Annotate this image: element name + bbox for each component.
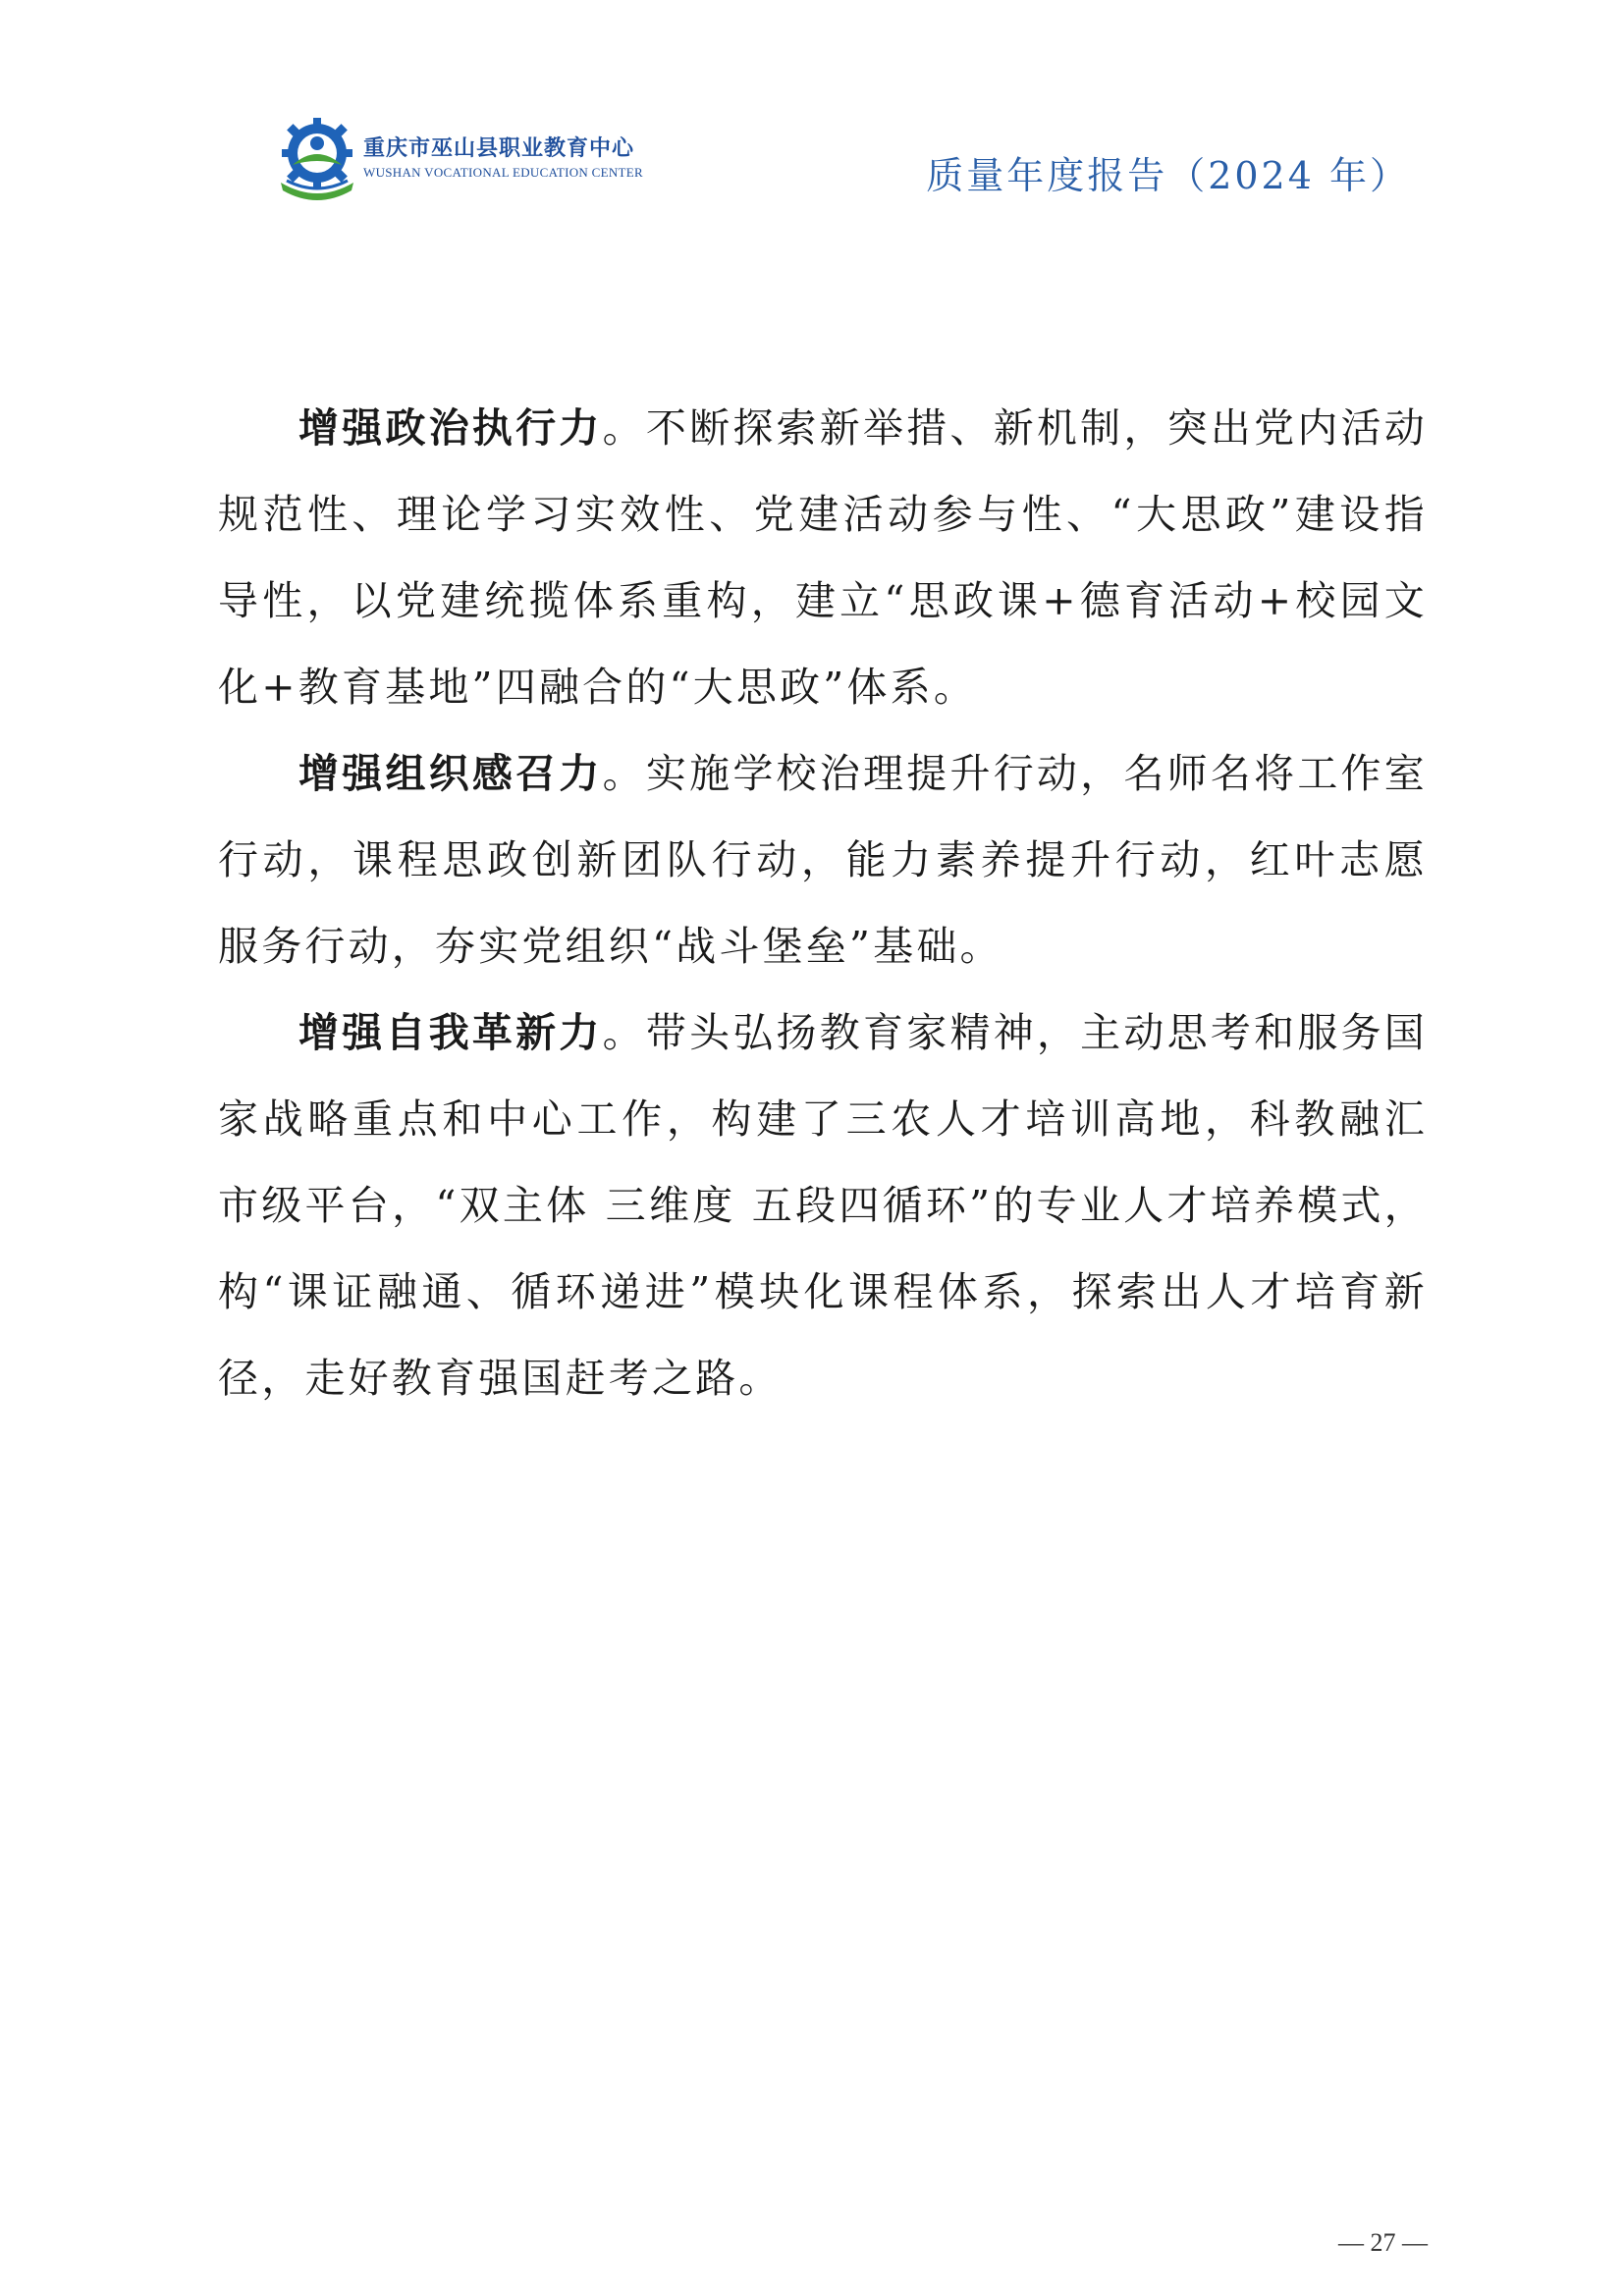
paragraph-lead: 增强政治执行力 [298, 404, 603, 452]
paragraph-body: 。不断探索新举措、新机制，突出党内活动规范性、理论学习实效性、党建活动参与性、“大思政”建设指导性，以党建统揽体系重构，建立“思政课+德育活动+校园文化+教育基地”四融合的“大思政”体系。 [218, 404, 1428, 711]
paragraph-lead: 增强组织感召力 [298, 750, 603, 797]
report-title: 质量年度报告（2024 年） [926, 154, 1410, 197]
paragraph-body: 。带头弘扬教育家精神，主动思考和服务国家战略重点和中心工作，构建了三农人才培训高地，科教融汇市级平台，“双主体 三维度 五段四循环”的专业人才培养模式，构“课证融通、循环递进”模块化课程体系，探索出人才培育新径，走好教育强国赶考之路。 [218, 1009, 1428, 1402]
school-name-cn: 重庆市巫山县职业教育中心 [363, 136, 635, 161]
page-number: — 27 — [1338, 2228, 1428, 2257]
school-name-en: WUSHAN VOCATIONAL EDUCATION CENTER [363, 165, 643, 180]
school-logo [273, 114, 643, 202]
gear-globe-emblem-icon [273, 114, 361, 202]
paragraph-organizational-appeal [218, 730, 1428, 989]
paragraph-lead: 增强自我革新力 [298, 1009, 603, 1056]
paragraph-self-renewal [218, 989, 1428, 1421]
paragraph-political-execution [218, 385, 1428, 730]
paragraph-body: 。实施学校治理提升行动，名师名将工作室行动，课程思政创新团队行动，能力素养提升行动，红叶志愿服务行动，夯实党组织“战斗堡垒”基础。 [218, 750, 1428, 970]
document-body [218, 385, 1428, 1421]
